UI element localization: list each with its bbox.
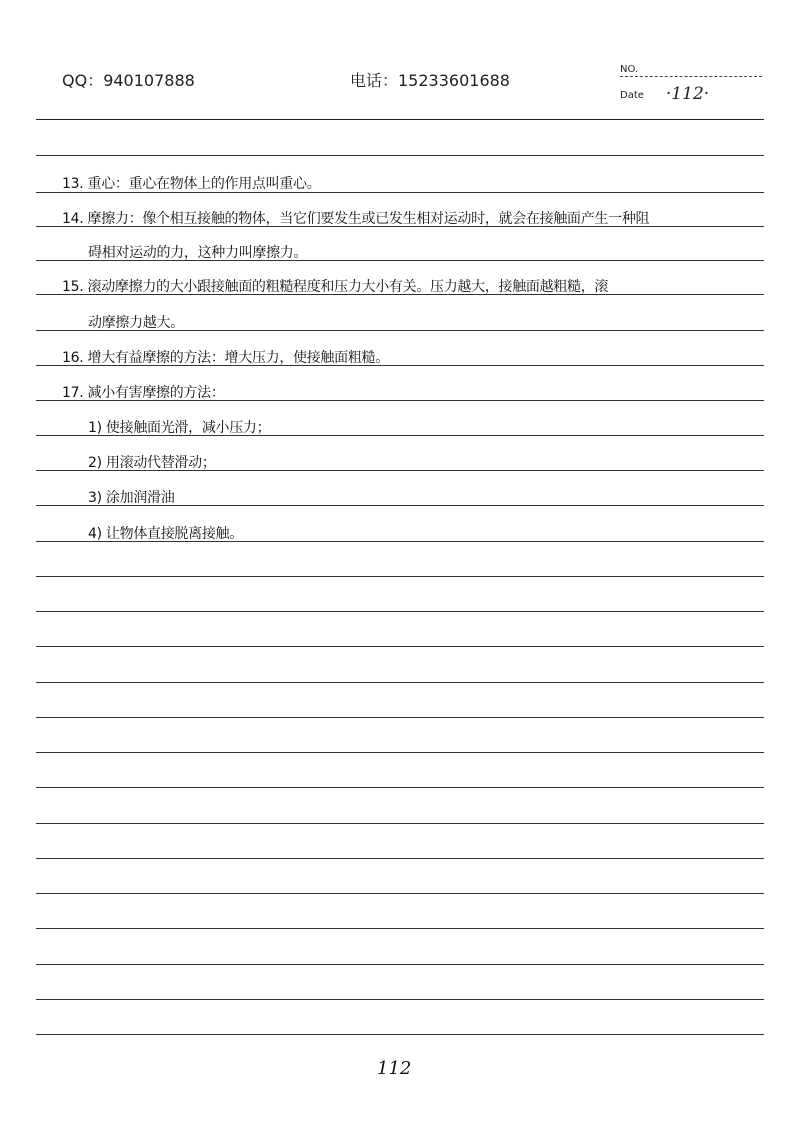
note-13: 13. 重心：重心在物体上的作用点叫重心。 xyxy=(62,176,321,192)
no-date-box xyxy=(620,64,762,104)
note-17-item-2: 2) 用滚动代替滑动； xyxy=(88,455,216,471)
note-17-item-4: 4) 让物体直接脱离接触。 xyxy=(88,526,243,542)
note-17-item-3: 3) 涂加润滑油 xyxy=(88,490,175,506)
date-row xyxy=(620,84,762,104)
ruled-line xyxy=(36,576,764,577)
ruled-line xyxy=(36,611,764,612)
ruled-line xyxy=(36,646,764,647)
note-16: 16. 增大有益摩擦的方法：增大压力，使接触面粗糙。 xyxy=(62,350,389,366)
note-17: 17. 减小有害摩擦的方法： xyxy=(62,385,225,401)
no-label: NO. xyxy=(620,64,762,77)
note-14: 14. 摩擦力：像个相互接触的物体，当它们要发生或已发生相对运动时，就会在接触面产生一种阻 xyxy=(62,211,650,227)
ruled-line xyxy=(36,928,764,929)
ruled-line xyxy=(36,858,764,859)
note-14-cont: 碍相对运动的力，这种力叫摩擦力。 xyxy=(88,245,308,261)
date-label: Date xyxy=(620,90,644,101)
note-15: 15. 滚动摩擦力的大小跟接触面的粗糙程度和压力大小有关。压力越大，接触面越粗糙，滚 xyxy=(62,279,609,295)
ruled-line xyxy=(36,752,764,753)
ruled-line xyxy=(36,787,764,788)
ruled-line xyxy=(36,682,764,683)
page-number: 112 xyxy=(377,1058,412,1079)
ruled-line xyxy=(36,155,764,156)
ruled-line xyxy=(36,717,764,718)
ruled-line xyxy=(36,964,764,965)
note-15-cont: 动摩擦力越大。 xyxy=(88,315,184,331)
ruled-line xyxy=(36,999,764,1000)
header-divider xyxy=(36,119,764,120)
qq-contact: QQ：940107888 xyxy=(62,71,195,90)
ruled-line xyxy=(36,823,764,824)
note-17-item-1: 1) 使接触面光滑，减小压力； xyxy=(88,420,271,436)
ruled-line xyxy=(36,893,764,894)
phone-contact: 电话：15233601688 xyxy=(350,71,510,90)
ruled-line xyxy=(36,1034,764,1035)
date-value: ·112· xyxy=(665,84,710,104)
